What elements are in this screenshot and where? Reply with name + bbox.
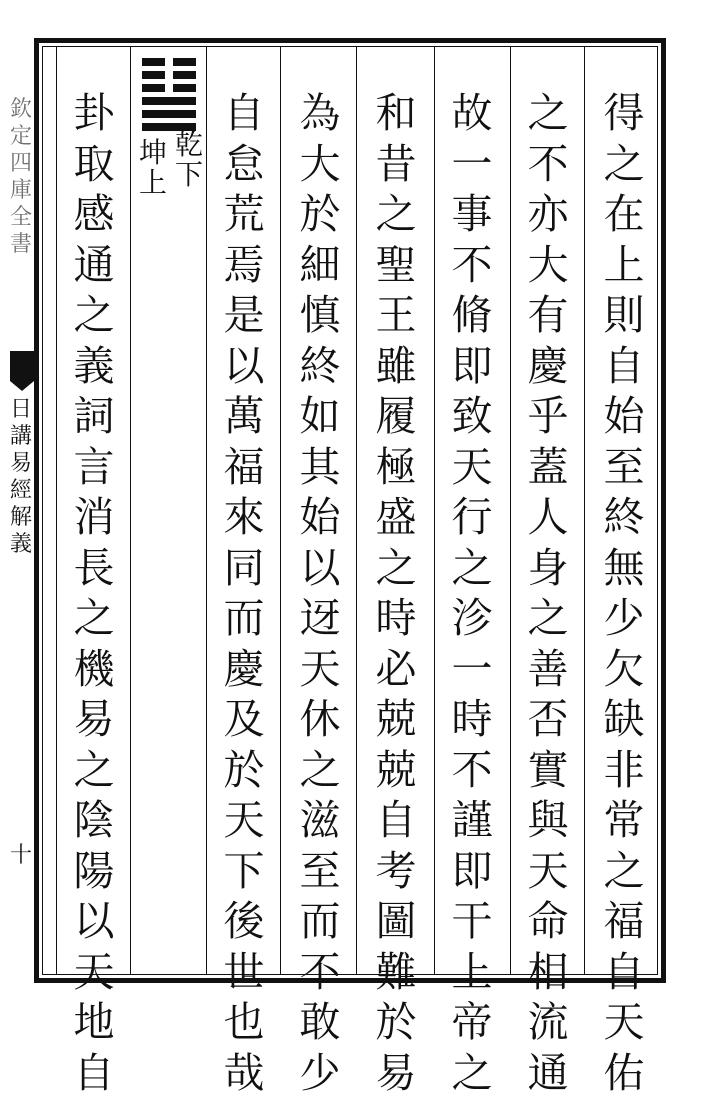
yang-line	[142, 110, 196, 118]
text-column-6: 自 怠 荒 焉 是 以 萬 福 來 同 而 慶 及 於 天 下 後 世 也 哉	[223, 89, 265, 1097]
text-column-4: 和 昔 之 聖 王 雖 履 極 盛 之 時 必 兢 兢 自 考 圖 難 於 易	[375, 89, 417, 1097]
yin-line	[142, 71, 196, 79]
column-rule	[56, 47, 57, 974]
yin-line	[142, 58, 196, 66]
text-column-1: 得 之 在 上 則 自 始 至 終 無 少 欠 缺 非 常 之 福 自 天 佑	[603, 89, 645, 1097]
column-rule	[356, 47, 357, 974]
hexagram-lower-label: 乾 下	[174, 128, 203, 191]
column-rule	[510, 47, 511, 974]
fishtail-mark-icon	[10, 351, 34, 381]
column-rule	[584, 47, 585, 974]
text-column-2: 之 不 亦 大 有 慶 乎 蓋 人 身 之 善 否 實 與 天 命 相 流 通	[527, 89, 569, 1097]
hexagram-tai-icon	[142, 58, 196, 136]
page-margin	[0, 46, 40, 975]
text-column-5: 為 大 於 細 慎 終 如 其 始 以 迓 天 休 之 滋 至 而 不 敢 少	[299, 89, 341, 1097]
yang-line	[142, 97, 196, 105]
margin-page-number: 十	[9, 843, 32, 868]
column-rule	[280, 47, 281, 974]
yin-line	[142, 84, 196, 92]
margin-title: 欽 定 四 庫 全 書	[9, 97, 32, 257]
margin-book-title: 日 講 易 經 解 義	[9, 397, 32, 557]
column-rule	[434, 47, 435, 974]
text-column-7: 卦 取 感 通 之 義 詞 言 消 長 之 機 易 之 陰 陽 以 天 地 自	[73, 89, 115, 1097]
column-rule	[130, 47, 131, 974]
column-rule	[206, 47, 207, 974]
hexagram-upper-label: 坤 上	[138, 136, 167, 199]
text-column-3: 故 一 事 不 脩 即 致 天 行 之 沴 一 時 不 謹 即 干 上 帝 之	[451, 89, 493, 1097]
